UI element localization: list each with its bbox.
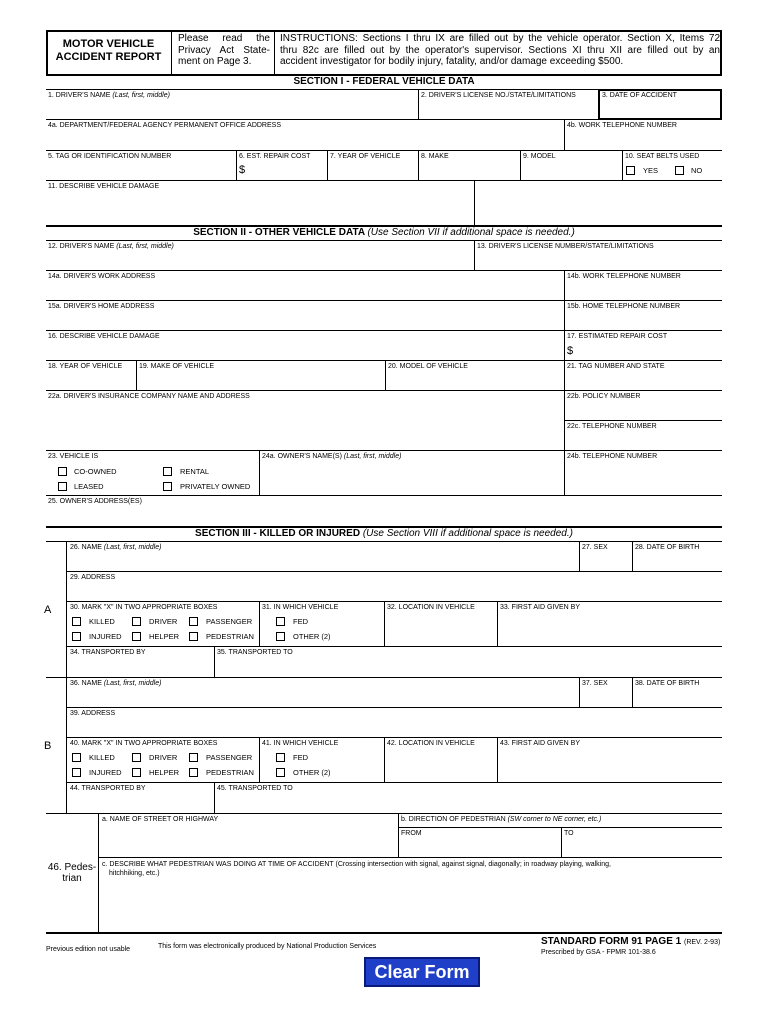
person-a-sex-label: 27. SEX bbox=[582, 544, 608, 551]
other-year-label: 18. YEAR OF VEHICLE bbox=[48, 363, 123, 370]
previous-edition-note: Previous edition not usable bbox=[46, 946, 131, 953]
leased-label: LEASED bbox=[74, 482, 104, 491]
seat-belts-no-label: NO bbox=[691, 166, 703, 175]
other-license-label: 13. DRIVER'S LICENSE NUMBER/STATE/LIMITATIONS bbox=[477, 243, 654, 250]
section-3-title: SECTION III - KILLED OR INJURED (Use Section VIII if additional space is needed.) bbox=[195, 528, 573, 539]
person-b-sex-field[interactable] bbox=[580, 689, 631, 707]
other-work-phone-field[interactable] bbox=[565, 282, 722, 300]
seat-belts-yes-label: YES bbox=[643, 166, 659, 175]
person-a-passenger-checkbox[interactable] bbox=[189, 617, 198, 626]
other-make-field[interactable] bbox=[137, 372, 384, 390]
person-b-fed-checkbox[interactable] bbox=[276, 753, 285, 762]
other-home-phone-field[interactable] bbox=[565, 312, 722, 330]
make-label: 8. MAKE bbox=[421, 153, 449, 160]
vehicle-damage-label: 11. DESCRIBE VEHICLE DAMAGE bbox=[48, 183, 160, 190]
person-b-transported-to-label: 45. TRANSPORTED TO bbox=[217, 785, 293, 792]
other-work-address-label: 14a. DRIVER'S WORK ADDRESS bbox=[48, 273, 156, 280]
insurance-label: 22a. DRIVER'S INSURANCE COMPANY NAME AND ADDRESS bbox=[48, 393, 250, 400]
model-field[interactable] bbox=[521, 161, 621, 180]
rental-checkbox[interactable] bbox=[163, 467, 172, 476]
street-name-field[interactable] bbox=[99, 825, 397, 857]
person-a-fed-checkbox[interactable] bbox=[276, 617, 285, 626]
other-model-label: 20. MODEL OF VEHICLE bbox=[388, 363, 468, 370]
prescribed-by-note: Prescribed by GSA - FPMR 101-38.6 bbox=[541, 949, 656, 956]
person-a-first-aid-label: 33. FIRST AID GIVEN BY bbox=[500, 604, 581, 611]
person-b-name-field[interactable] bbox=[67, 689, 578, 707]
person-b-injured-label: INJURED bbox=[89, 768, 122, 777]
person-a-driver-label: DRIVER bbox=[149, 617, 178, 626]
other-home-phone-label: 15b. HOME TELEPHONE NUMBER bbox=[567, 303, 681, 310]
street-name-label: a. NAME OF STREET OR HIGHWAY bbox=[102, 816, 219, 823]
other-repair-cost-dollar: $ bbox=[567, 345, 574, 357]
person-a-name-field[interactable] bbox=[67, 553, 578, 571]
other-tag-label: 21. TAG NUMBER AND STATE bbox=[567, 363, 665, 370]
person-a-other-label: OTHER (2) bbox=[293, 632, 331, 641]
rental-label: RENTAL bbox=[180, 467, 210, 476]
other-tag-field[interactable] bbox=[565, 372, 722, 390]
co-owned-checkbox[interactable] bbox=[58, 467, 67, 476]
seat-belts-label: 10. SEAT BELTS USED bbox=[625, 153, 700, 160]
co-owned-label: CO-OWNED bbox=[74, 467, 117, 476]
person-b-sex-label: 37. SEX bbox=[582, 680, 608, 687]
person-a-transported-by-field[interactable] bbox=[67, 658, 213, 676]
other-vehicle-damage-label: 16. DESCRIBE VEHICLE DAMAGE bbox=[48, 333, 160, 340]
person-a-injured-checkbox[interactable] bbox=[72, 632, 81, 641]
license-field[interactable] bbox=[419, 90, 597, 118]
produced-by-note: This form was electronically produced by National Production Services bbox=[158, 943, 377, 950]
person-a-passenger-label: PASSENGER bbox=[206, 617, 253, 626]
repair-cost-label: 6. EST. REPAIR COST bbox=[239, 153, 311, 160]
form-identifier: STANDARD FORM 91 PAGE 1 (REV. 2-93) bbox=[541, 936, 721, 947]
insurance-phone-label: 22c. TELEPHONE NUMBER bbox=[567, 423, 657, 430]
person-a-transported-to-label: 35. TRANSPORTED TO bbox=[217, 649, 293, 656]
person-a-helper-label: HELPER bbox=[149, 632, 180, 641]
person-b-injured-checkbox[interactable] bbox=[72, 768, 81, 777]
person-b-transported-by-field[interactable] bbox=[67, 794, 213, 812]
other-year-field[interactable] bbox=[46, 372, 135, 390]
other-license-field[interactable] bbox=[475, 252, 722, 270]
other-driver-name-field[interactable] bbox=[46, 252, 473, 270]
form-title: MOTOR VEHICLE ACCIDENT REPORT bbox=[55, 38, 162, 63]
person-a-killed-checkbox[interactable] bbox=[72, 617, 81, 626]
section-1-title: SECTION I - FEDERAL VEHICLE DATA bbox=[293, 76, 475, 87]
other-driver-name-label: 12. DRIVER'S NAME (Last, first, middle) bbox=[48, 243, 174, 250]
clear-form-button[interactable]: Clear Form bbox=[364, 957, 480, 987]
direction-from-label: FROM bbox=[401, 830, 422, 837]
driver-name-field[interactable] bbox=[46, 90, 418, 118]
person-a-dob-label: 28. DATE OF BIRTH bbox=[635, 544, 700, 551]
person-b-passenger-label: PASSENGER bbox=[206, 753, 253, 762]
person-a-sex-field[interactable] bbox=[580, 553, 631, 571]
other-repair-cost-label: 17. ESTIMATED REPAIR COST bbox=[567, 333, 668, 340]
pedestrian-activity-label: c. DESCRIBE WHAT PEDESTRIAN WAS DOING AT TIME OF ACCIDENT (Crossing intersection with signal, against signal, diagonally; in roadway playing, walking, hitchhiking, etc.) bbox=[102, 861, 611, 877]
person-b-first-aid-label: 43. FIRST AID GIVEN BY bbox=[500, 740, 581, 747]
person-a-driver-checkbox[interactable] bbox=[132, 617, 141, 626]
tag-id-label: 5. TAG OR IDENTIFICATION NUMBER bbox=[48, 153, 172, 160]
other-repair-cost-field[interactable] bbox=[577, 343, 721, 360]
owner-name-field[interactable] bbox=[260, 462, 563, 495]
leased-checkbox[interactable] bbox=[58, 482, 67, 491]
person-b-address-field[interactable] bbox=[67, 719, 722, 737]
person-b-helper-checkbox[interactable] bbox=[132, 768, 141, 777]
person-b-location-label: 42. LOCATION IN VEHICLE bbox=[387, 740, 475, 747]
person-b-pedestrian-checkbox[interactable] bbox=[189, 768, 198, 777]
seat-belts-yes-checkbox[interactable] bbox=[626, 166, 635, 175]
license-label: 2. DRIVER'S LICENSE NO./STATE/LIMITATIONS bbox=[421, 92, 576, 99]
repair-cost-field[interactable] bbox=[248, 162, 326, 180]
person-a-location-label: 32. LOCATION IN VEHICLE bbox=[387, 604, 475, 611]
year-field[interactable] bbox=[328, 161, 417, 180]
vehicle-damage-diagram-area bbox=[475, 181, 722, 225]
owner-address-label: 25. OWNER'S ADDRESS(ES) bbox=[48, 498, 142, 505]
person-a-transported-by-label: 34. TRANSPORTED BY bbox=[70, 649, 146, 656]
insurance-phone-field[interactable] bbox=[565, 432, 722, 450]
person-b-which-vehicle-label: 41. IN WHICH VEHICLE bbox=[262, 740, 339, 747]
other-work-phone-label: 14b. WORK TELEPHONE NUMBER bbox=[567, 273, 681, 280]
person-b-name-label: 36. NAME (Last, first, middle) bbox=[70, 680, 162, 687]
person-b-killed-label: KILLED bbox=[89, 753, 115, 762]
person-b-letter: B bbox=[44, 740, 52, 752]
other-work-address-field[interactable] bbox=[46, 282, 563, 300]
person-a-name-label: 26. NAME (Last, first, middle) bbox=[70, 544, 162, 551]
person-b-killed-checkbox[interactable] bbox=[72, 753, 81, 762]
other-home-address-label: 15a. DRIVER'S HOME ADDRESS bbox=[48, 303, 155, 310]
person-b-dob-field[interactable] bbox=[633, 689, 722, 707]
person-b-location-field[interactable] bbox=[385, 749, 496, 782]
person-b-fed-label: FED bbox=[293, 753, 308, 762]
person-b-dob-label: 38. DATE OF BIRTH bbox=[635, 680, 700, 687]
person-a-injured-label: INJURED bbox=[89, 632, 122, 641]
seat-belts-no-checkbox[interactable] bbox=[675, 166, 684, 175]
vehicle-damage-field[interactable] bbox=[46, 191, 474, 225]
policy-number-field[interactable] bbox=[565, 402, 722, 420]
person-b-transported-by-label: 44. TRANSPORTED BY bbox=[70, 785, 146, 792]
pedestrian-label: 46. Pedes- trian bbox=[47, 862, 97, 884]
owner-phone-field[interactable] bbox=[565, 462, 722, 495]
pedestrian-activity-field[interactable] bbox=[99, 880, 722, 932]
person-a-mark-label: 30. MARK "X" IN TWO APPROPRIATE BOXES bbox=[70, 604, 218, 611]
person-a-transported-to-field[interactable] bbox=[215, 658, 722, 676]
person-b-address-label: 39. ADDRESS bbox=[70, 710, 116, 717]
other-home-address-field[interactable] bbox=[46, 312, 563, 330]
direction-to-field[interactable] bbox=[562, 838, 722, 857]
person-a-fed-label: FED bbox=[293, 617, 308, 626]
owner-phone-label: 24b. TELEPHONE NUMBER bbox=[567, 453, 658, 460]
work-phone-field[interactable] bbox=[565, 121, 722, 149]
driver-name-label: 1. DRIVER'S NAME (Last, first, middle) bbox=[48, 92, 170, 99]
direction-label: b. DIRECTION OF PEDESTRIAN (SW corner to NE corner, etc.) bbox=[401, 816, 602, 823]
vehicle-is-label: 23. VEHICLE IS bbox=[48, 453, 99, 460]
person-a-first-aid-field[interactable] bbox=[498, 613, 722, 646]
other-model-field[interactable] bbox=[386, 372, 563, 390]
direction-from-field[interactable] bbox=[399, 838, 560, 857]
privacy-notice: Please read the Privacy Act State- ment on Page 3. bbox=[178, 33, 270, 67]
person-b-other-label: OTHER (2) bbox=[293, 768, 331, 777]
person-a-other-checkbox[interactable] bbox=[276, 632, 285, 641]
person-a-location-field[interactable] bbox=[385, 613, 496, 646]
person-a-which-vehicle-label: 31. IN WHICH VEHICLE bbox=[262, 604, 339, 611]
person-b-driver-label: DRIVER bbox=[149, 753, 178, 762]
person-a-helper-checkbox[interactable] bbox=[132, 632, 141, 641]
person-a-pedestrian-label: PEDESTRIAN bbox=[206, 632, 254, 641]
work-phone-label: 4b. WORK TELEPHONE NUMBER bbox=[567, 122, 677, 129]
model-label: 9. MODEL bbox=[523, 153, 556, 160]
person-a-address-label: 29. ADDRESS bbox=[70, 574, 116, 581]
privately-owned-checkbox[interactable] bbox=[163, 482, 172, 491]
person-b-driver-checkbox[interactable] bbox=[132, 753, 141, 762]
person-a-letter: A bbox=[44, 604, 52, 616]
date-of-accident-label: 3. DATE OF ACCIDENT bbox=[602, 92, 677, 99]
person-b-transported-to-field[interactable] bbox=[215, 794, 722, 812]
person-b-passenger-checkbox[interactable] bbox=[189, 753, 198, 762]
owner-name-label: 24a. OWNER'S NAME(S) (Last, first, middle) bbox=[262, 453, 402, 460]
person-b-mark-label: 40. MARK "X" IN TWO APPROPRIATE BOXES bbox=[70, 740, 218, 747]
person-b-other-checkbox[interactable] bbox=[276, 768, 285, 777]
tag-id-field[interactable] bbox=[46, 151, 236, 180]
person-a-address-field[interactable] bbox=[67, 583, 722, 601]
make-field[interactable] bbox=[419, 161, 519, 180]
person-a-killed-label: KILLED bbox=[89, 617, 115, 626]
office-address-label: 4a. DEPARTMENT/FEDERAL AGENCY PERMANENT OFFICE ADDRESS bbox=[48, 122, 281, 129]
privately-owned-label: PRIVATELY OWNED bbox=[180, 482, 251, 491]
year-label: 7. YEAR OF VEHICLE bbox=[330, 153, 401, 160]
instructions: INSTRUCTIONS: Sections I thru IX are filled out by the vehicle operator. Section X, Items 72 thru 82c are filled out by the operator's supervisor. Sections XI thru XII are filled out by an accident investigator for bodily injury, fatality, and/or damage exceeding $500. bbox=[280, 33, 720, 67]
person-b-helper-label: HELPER bbox=[149, 768, 180, 777]
owner-address-field[interactable] bbox=[46, 507, 722, 525]
other-vehicle-damage-field[interactable] bbox=[46, 342, 563, 360]
policy-number-label: 22b. POLICY NUMBER bbox=[567, 393, 641, 400]
other-make-label: 19. MAKE OF VEHICLE bbox=[139, 363, 215, 370]
person-b-first-aid-field[interactable] bbox=[498, 749, 722, 782]
person-b-pedestrian-label: PEDESTRIAN bbox=[206, 768, 254, 777]
section-2-title: SECTION II - OTHER VEHICLE DATA (Use Section VII if additional space is needed.) bbox=[193, 227, 575, 238]
person-a-dob-field[interactable] bbox=[633, 553, 722, 571]
person-a-pedestrian-checkbox[interactable] bbox=[189, 632, 198, 641]
repair-cost-dollar: $ bbox=[239, 164, 246, 176]
insurance-field[interactable] bbox=[46, 402, 563, 450]
direction-to-label: TO bbox=[564, 830, 574, 837]
office-address-field[interactable] bbox=[46, 121, 564, 149]
